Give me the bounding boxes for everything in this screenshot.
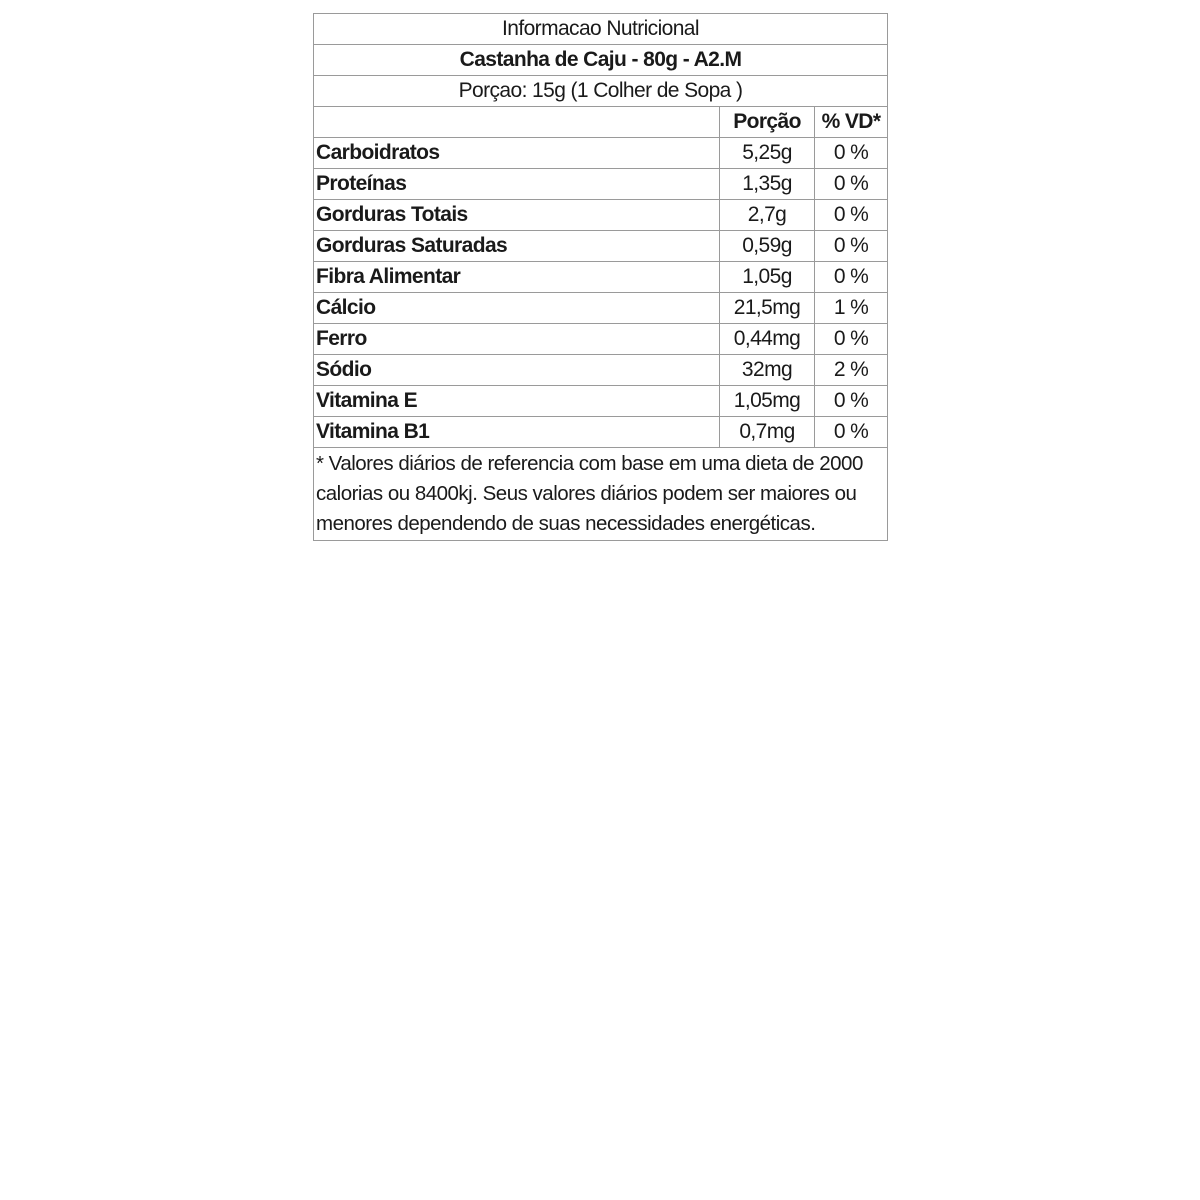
title-row [314,14,888,45]
nutrient-qty: 1,05g [720,262,815,293]
nutrient-name: Gorduras Totais [314,200,720,231]
nutrient-name: Sódio [314,355,720,386]
nutrient-qty: 32mg [720,355,815,386]
serving-size: Porçao: 15g (1 Colher de Sopa ) [314,76,888,107]
nutrient-vd: 0 % [815,169,888,200]
nutrient-vd: 0 % [815,138,888,169]
table-row [314,231,888,262]
nutrient-name: Vitamina E [314,386,720,417]
table-title: Informacao Nutricional [314,14,888,45]
table-row [314,200,888,231]
serving-row [314,76,888,107]
nutrient-vd: 0 % [815,231,888,262]
nutrient-name: Cálcio [314,293,720,324]
nutrient-vd: 0 % [815,386,888,417]
nutrient-qty: 0,7mg [720,417,815,448]
footnote-row [314,448,888,541]
product-row [314,45,888,76]
table-row [314,386,888,417]
nutrient-vd: 0 % [815,200,888,231]
nutrient-name: Ferro [314,324,720,355]
nutrient-qty: 1,05mg [720,386,815,417]
nutrient-qty: 5,25g [720,138,815,169]
nutrient-qty: 21,5mg [720,293,815,324]
table-row [314,262,888,293]
daily-values-footnote: * Valores diários de referencia com base em uma dieta de 2000 calorias ou 8400kj. Seus valores diários podem ser maiores ou menores dependendo de suas necessidades energéticas. [314,448,888,541]
header-vd-cell: % VD* [815,107,888,138]
header-qty-cell: Porção [720,107,815,138]
nutrition-facts-table [313,13,888,541]
nutrient-vd: 2 % [815,355,888,386]
table-row [314,355,888,386]
product-name: Castanha de Caju - 80g - A2.M [314,45,888,76]
nutrient-vd: 0 % [815,417,888,448]
nutrient-name: Proteínas [314,169,720,200]
nutrient-name: Gorduras Saturadas [314,231,720,262]
nutrient-qty: 2,7g [720,200,815,231]
nutrient-name: Vitamina B1 [314,417,720,448]
table-row [314,417,888,448]
header-row [314,107,888,138]
nutrient-vd: 1 % [815,293,888,324]
table-row [314,169,888,200]
nutrient-qty: 0,59g [720,231,815,262]
nutrient-vd: 0 % [815,262,888,293]
nutrient-name: Fibra Alimentar [314,262,720,293]
nutrient-name: Carboidratos [314,138,720,169]
nutrient-qty: 0,44mg [720,324,815,355]
table-row [314,138,888,169]
nutrient-qty: 1,35g [720,169,815,200]
table-row [314,293,888,324]
nutrient-vd: 0 % [815,324,888,355]
table-row [314,324,888,355]
header-name-cell [314,107,720,138]
